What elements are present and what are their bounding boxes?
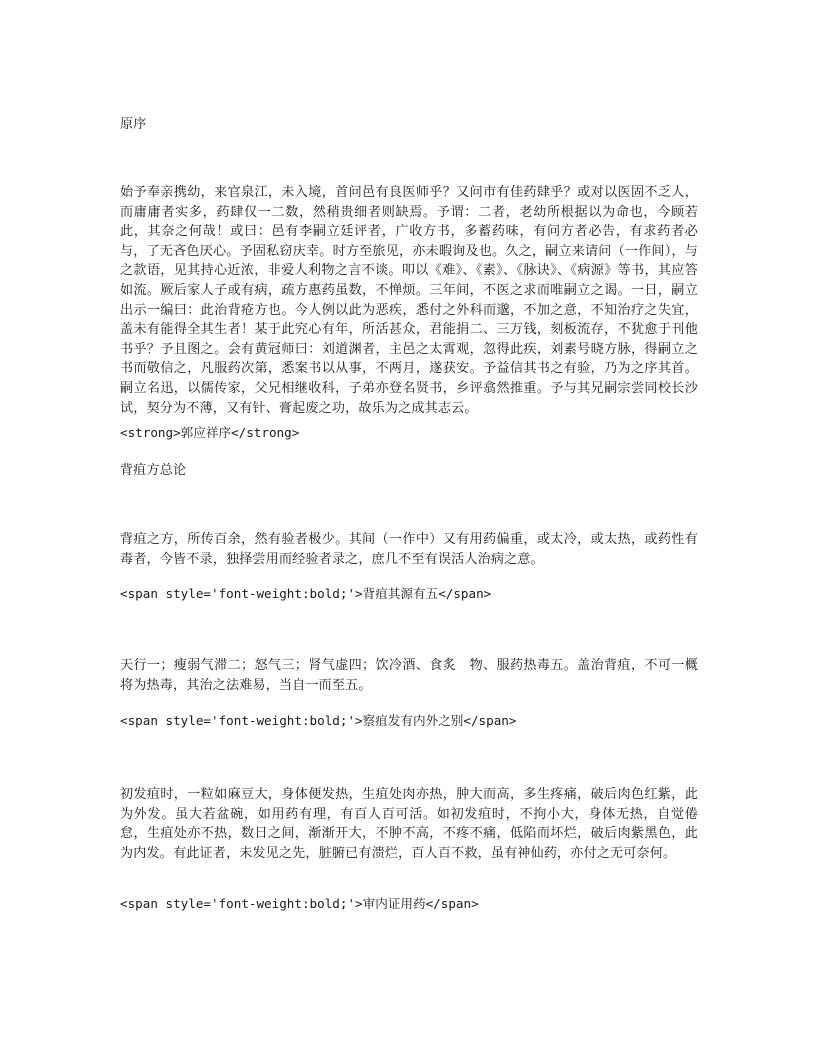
section-body-internal-external: 初发疽时，一粒如麻豆大，身体便发热，生疽处肉亦热，肿大而高，多生疼痛，破后肉色红紫，此为外发。虽大若盆碗，如用药有理，有百人百可活。如初发疽时，不拘小大，身体无热，自觉倦怠，生疽处亦不热，数日之间，渐渐开大，不肿不高，不疼不痛，低陷而坏烂，破后肉紫黑色，此为内发。有此证者，未发见之先，脏腑已有溃烂，百人百不救，虽有神仙药，亦付之无可奈何。	[120, 787, 698, 861]
preface-title: 原序	[120, 117, 147, 132]
section-heading-sources: <span style='font-weight:bold;'>背疽其源有五</span>	[120, 586, 492, 601]
general-body: 背疽之方，所传百余，然有验者极少。其间（一作中）又有用药偏重，或太冷，或太热，或药性有毒者，今皆不录，独择尝用而经验者录之，庶几不至有误活人治病之意。	[120, 532, 698, 567]
section-heading-internal-treatment: <span style='font-weight:bold;'>审内证用药</span>	[120, 896, 479, 911]
preface-body: 始予奉亲携幼，来官泉江，未入境，首问邑有良医师乎？又问市有佳药肆乎？或对以医固不乏人，而庸庸者实多，药肆仅一二数，然稍贵细者则缺焉。予谓：二者，老幼所根据以为命也，今顾若此，其奈之何哉！或曰：邑有李嗣立廷评者，广收方书，多蓄药味，有问方者必告，有求药者必与，了无吝色厌心。予固私窃庆幸。时方至旅见，亦未暇询及也。久之，嗣立来请问（一作间），与之款语，见其持心近浓，非爱人利物之言不谈。叩以《难》、《素》、《脉诀》、《病源》等书，其应答如流。厥后家人子或有病，疏方惠药虽数，不惮烦。三年间，不医之求而唯嗣立之谒。一日，嗣立出示一编曰：此治背疮方也。今人例以此为恶疾，悉付之外科而邈，不加之意，不知治疗之失宜，盖未有能得全其生者！某于此究心有年，所活甚众，君能捐二、三万钱，刻板流存，不犹愈于刊他书乎？予且图之。会有黄冠师曰：刘道渊者，主邑之太霄观，忽得此疾，刘素号晓方脉，得嗣立之书而敬信之，凡服药次第，悉案书以从事，不两月，遂获安。予益信其书之有验，乃为之序其首。嗣立名迅，以儒传家，父兄相继收科，子弟亦登名贤书，乡评翕然推重。予与其兄嗣宗尝同校长沙试，契分为不薄，又有针、膏起废之功，故乐为之成其志云。	[120, 185, 698, 416]
section-heading-internal-external: <span style='font-weight:bold;'>察疽发有内外之别</span>	[120, 713, 517, 728]
section-body-sources: 天行一；瘦弱气滞二；怒气三；肾气虚四；饮冷酒、食炙 物、服药热毒五。盖治背疽，不可一概将为热毒，其治之法难易，当自一而至五。	[120, 658, 698, 693]
general-title: 背疽方总论	[120, 463, 187, 478]
preface-signature: <strong>郭应祥序</strong>	[120, 425, 300, 440]
